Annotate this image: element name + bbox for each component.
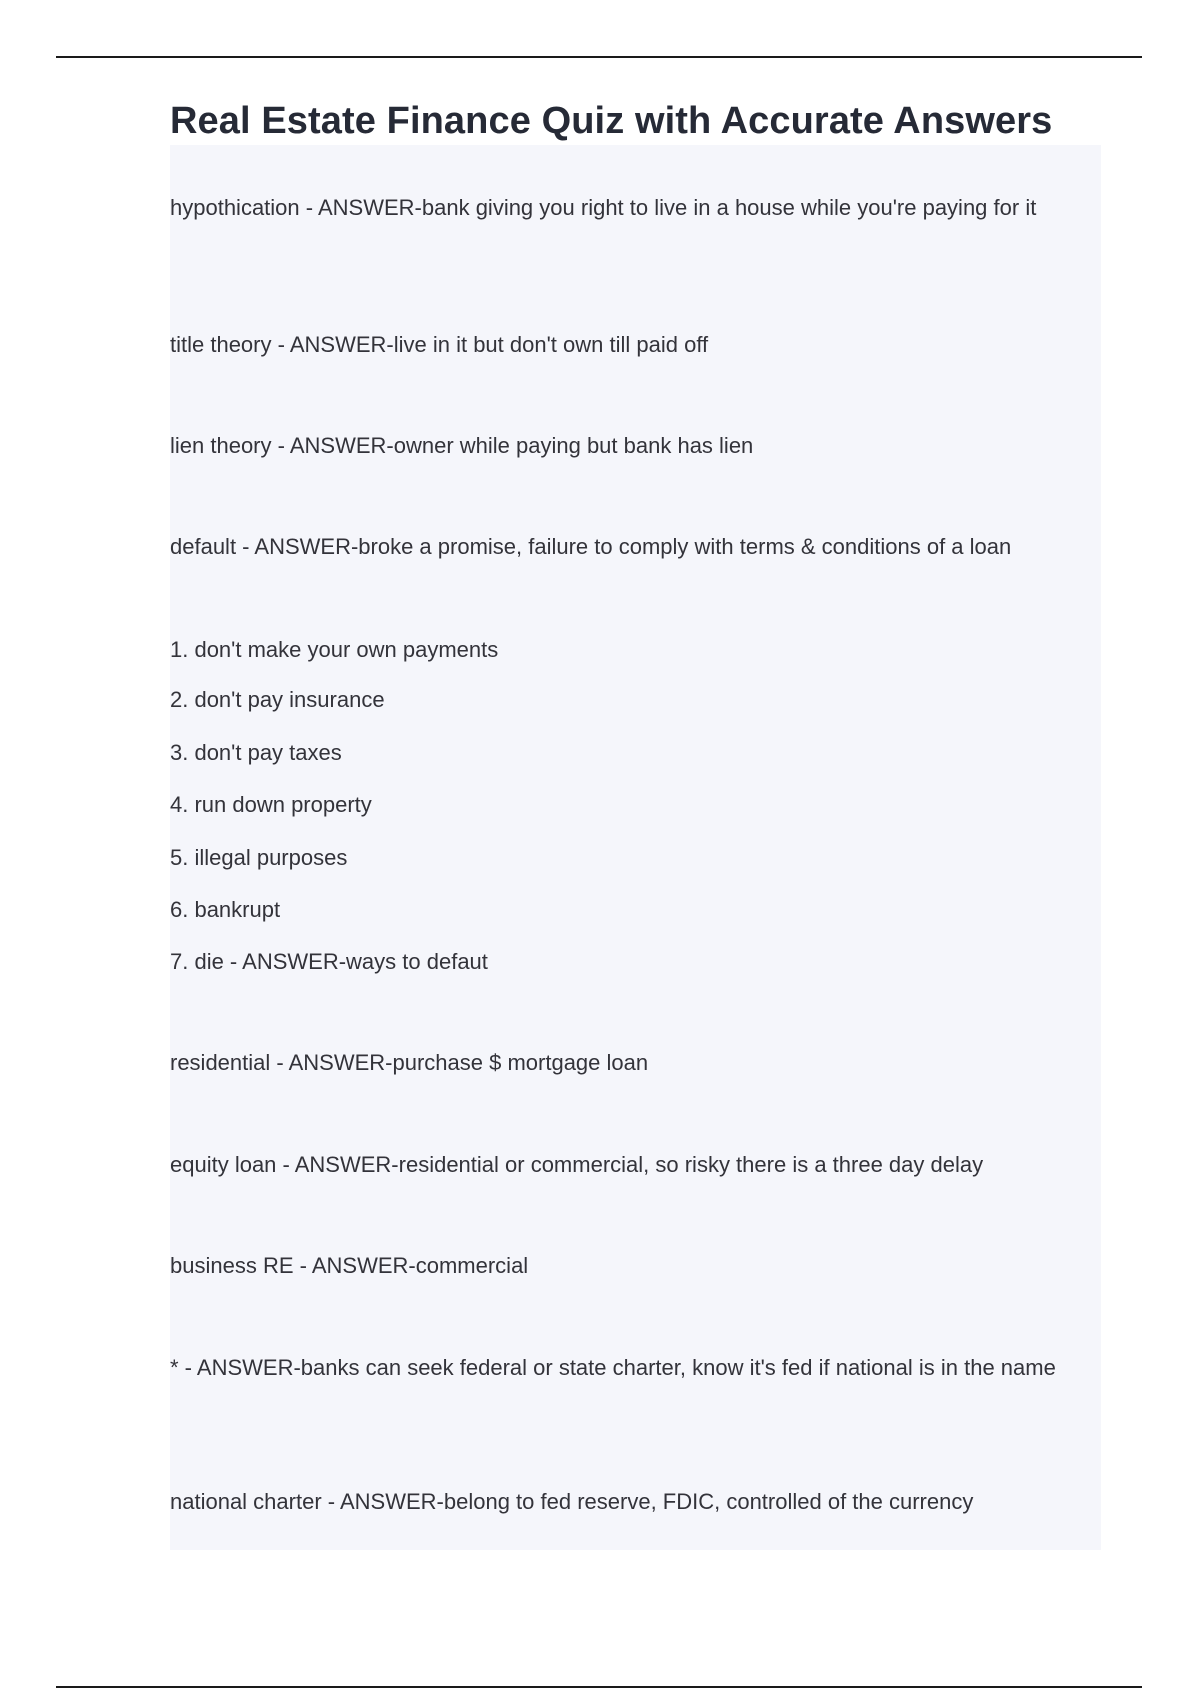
entry-business-re: business RE - ANSWER-commercial <box>170 1253 529 1278</box>
entry-ways-to-default: 7. die - ANSWER-ways to defaut <box>170 949 488 974</box>
list-item: 3. don't pay taxes <box>170 740 342 765</box>
list-item: 2. don't pay insurance <box>170 687 385 712</box>
list-item: 6. bankrupt <box>170 897 281 922</box>
entry-default: default - ANSWER-broke a promise, failure to comply with terms & conditions of a loan <box>170 534 1012 559</box>
entry-equity-loan: equity loan - ANSWER-residential or commercial, so risky there is a three day delay <box>170 1152 984 1177</box>
top-rule <box>56 56 1142 58</box>
document-title: Real Estate Finance Quiz with Accurate Answers <box>170 100 1053 142</box>
list-item: 1. don't make your own payments <box>170 637 499 662</box>
bottom-rule <box>56 1686 1142 1688</box>
list-item: 5. illegal purposes <box>170 845 348 870</box>
entry-residential: residential - ANSWER-purchase $ mortgage loan <box>170 1050 649 1075</box>
entry-hypothication: hypothication - ANSWER-bank giving you right to live in a house while you're paying for it <box>170 195 1037 220</box>
entry-title-theory: title theory - ANSWER-live in it but don't own till paid off <box>170 332 709 357</box>
list-item: 4. run down property <box>170 792 372 817</box>
entry-national-charter: national charter - ANSWER-belong to fed reserve, FDIC, controlled of the currency <box>170 1489 974 1514</box>
entry-lien-theory: lien theory - ANSWER-owner while paying but bank has lien <box>170 433 754 458</box>
entry-charter: * - ANSWER-banks can seek federal or state charter, know it's fed if national is in the name <box>170 1355 1056 1380</box>
